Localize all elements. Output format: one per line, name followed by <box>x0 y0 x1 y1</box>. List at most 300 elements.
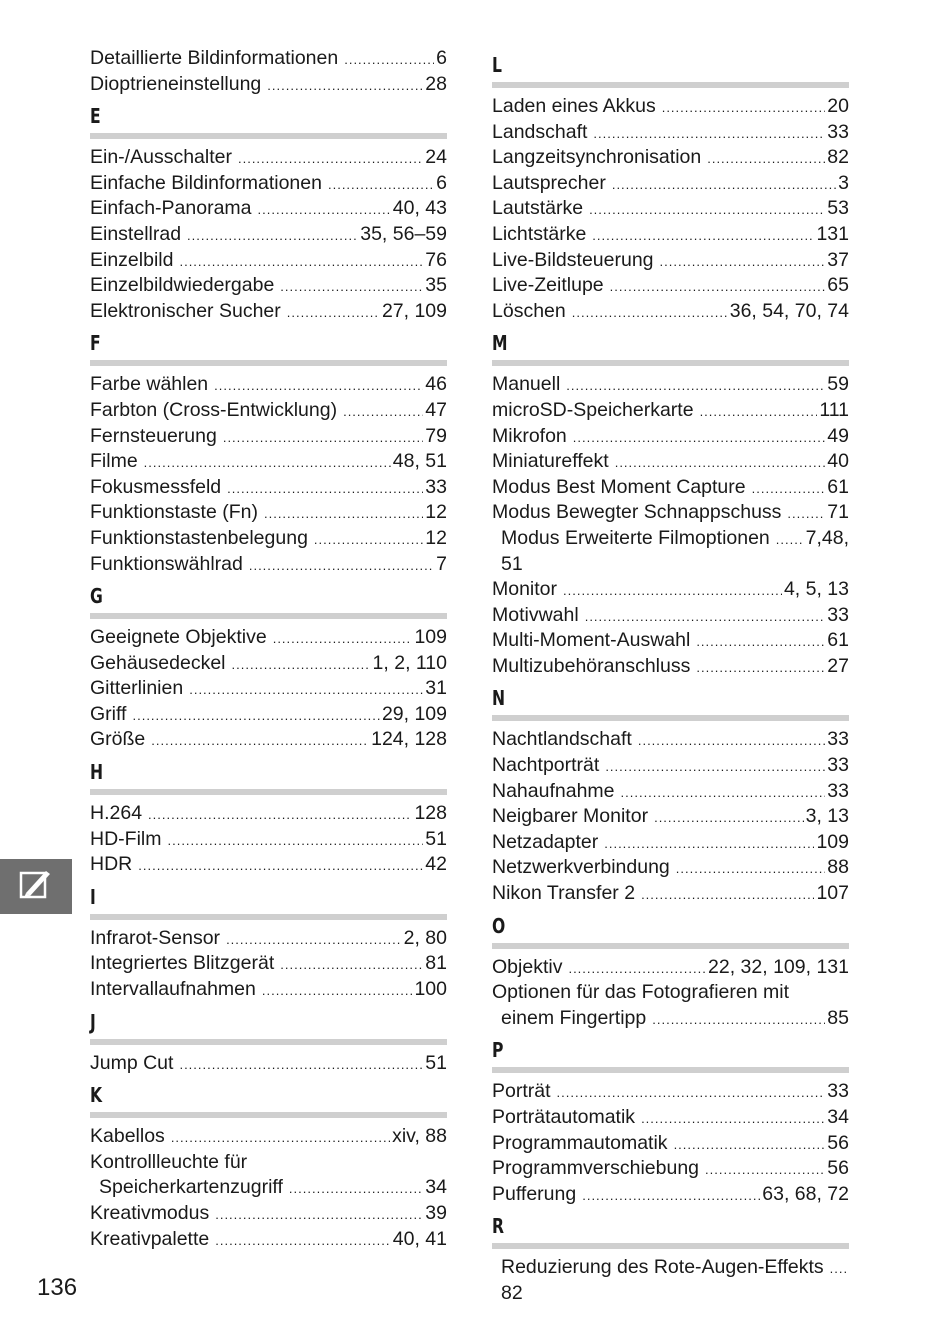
dot-leader <box>249 559 434 572</box>
index-term: Netzwerkverbindung <box>492 856 670 879</box>
dot-leader <box>223 431 423 444</box>
index-pages: 12 <box>425 526 447 549</box>
index-entry <box>90 72 447 98</box>
index-pages: 79 <box>425 424 447 447</box>
index-term: Monitor <box>492 578 558 601</box>
dot-leader <box>572 306 728 319</box>
index-pages-continued: 82 <box>501 1281 523 1304</box>
index-pages: 109 <box>414 626 447 649</box>
index-pages: 131 <box>816 222 849 245</box>
index-entry <box>492 603 849 629</box>
index-column-left <box>90 46 447 1252</box>
dot-leader <box>605 760 825 773</box>
index-term: Multi-Moment-Auswahl <box>492 629 691 652</box>
index-entry <box>90 500 447 526</box>
index-pages: 6 <box>436 47 447 69</box>
index-pages: 47 <box>425 398 447 421</box>
index-pages: 37 <box>827 248 849 271</box>
dot-leader <box>641 1112 825 1125</box>
index-entry <box>492 955 849 981</box>
dot-leader <box>592 229 814 242</box>
index-term: Detaillierte Bildinformationen <box>90 47 339 69</box>
index-pages: 82 <box>827 146 849 169</box>
index-section-header <box>90 1082 447 1118</box>
index-section-header <box>492 1213 849 1249</box>
dot-leader <box>227 482 423 495</box>
index-pages: 56 <box>827 1157 849 1180</box>
page-number: 136 <box>37 1274 78 1301</box>
index-pages: 100 <box>414 978 447 1001</box>
index-pages: 107 <box>816 882 849 905</box>
index-column-right <box>492 46 849 1307</box>
index-term: Netzadapter <box>492 830 599 853</box>
index-pages: 81 <box>425 952 447 975</box>
dot-leader <box>273 632 413 645</box>
index-entry <box>492 855 849 881</box>
index-section-header <box>492 330 849 366</box>
dot-leader <box>280 280 423 293</box>
dot-leader <box>700 405 818 418</box>
index-pages: 51 <box>425 827 447 850</box>
index-section-header <box>492 52 849 88</box>
index-term: Einfach-Panorama <box>90 197 252 220</box>
index-pages: 63, 68, 72 <box>762 1182 849 1205</box>
dot-leader <box>314 533 423 546</box>
index-pages: 6 <box>436 171 447 194</box>
index-pages: 33 <box>827 779 849 802</box>
index-section-header <box>492 685 849 721</box>
index-term: Einfache Bildinformationen <box>90 171 322 194</box>
index-pages: 51 <box>425 1051 447 1074</box>
index-entry <box>90 398 447 424</box>
index-pages: 40 <box>827 450 849 473</box>
dot-leader <box>264 507 423 520</box>
index-pages: 39 <box>425 1202 447 1224</box>
index-entry <box>492 727 849 753</box>
index-entry <box>492 779 849 805</box>
index-entry <box>90 552 447 578</box>
dot-leader <box>289 1182 423 1195</box>
index-term: Infrarot-Sensor <box>90 926 221 949</box>
dot-leader <box>705 1163 825 1176</box>
index-entry <box>492 500 849 526</box>
index-term: Pufferung <box>492 1182 577 1205</box>
dot-leader <box>752 482 826 495</box>
dot-leader <box>604 837 814 850</box>
index-entry <box>492 196 849 222</box>
index-section-header <box>492 913 849 949</box>
section-divider <box>492 1067 849 1073</box>
dot-leader <box>660 255 826 268</box>
index-entry <box>90 372 447 398</box>
index-term: Porträtautomatik <box>492 1106 636 1128</box>
index-pages: 12 <box>425 501 447 524</box>
index-term: HD-Film <box>90 827 162 850</box>
section-divider <box>492 1243 849 1249</box>
index-pages: 33 <box>827 728 849 751</box>
index-term: Miniatureffekt <box>492 450 609 473</box>
index-entry-multiline <box>492 980 849 1031</box>
index-entry <box>90 625 447 651</box>
index-pages: 27 <box>827 654 849 677</box>
index-entry <box>90 1051 447 1077</box>
dot-leader <box>566 379 825 392</box>
index-term: Kabellos <box>90 1125 165 1148</box>
index-entry <box>492 1105 849 1131</box>
index-section-header <box>90 583 447 619</box>
index-term: Funktionswählrad <box>90 552 243 575</box>
index-entry-wrapped <box>492 526 849 577</box>
index-pages: 1, 2, 110 <box>372 651 447 674</box>
dot-leader <box>215 1234 391 1247</box>
index-entry <box>90 526 447 552</box>
dot-leader <box>238 152 423 165</box>
dot-leader <box>585 610 826 623</box>
dot-leader <box>563 584 782 597</box>
index-term: Dioptrieneinstellung <box>90 72 262 95</box>
index-term: Funktionstaste (Fn) <box>90 501 258 524</box>
index-pages: 2, 80 <box>403 926 447 949</box>
index-entry <box>492 1255 849 1281</box>
index-pages: 59 <box>827 373 849 396</box>
section-divider <box>90 914 447 920</box>
index-pages: 109 <box>816 830 849 853</box>
index-pages: 33 <box>827 120 849 143</box>
index-entry <box>492 654 849 680</box>
index-pages: 40, 41 <box>392 1227 447 1250</box>
index-pages: 27, 109 <box>381 299 447 322</box>
dot-leader <box>226 933 402 946</box>
index-entry <box>90 196 447 222</box>
dot-leader <box>638 734 825 747</box>
dot-leader <box>214 379 423 392</box>
dot-leader <box>676 862 826 875</box>
index-entry <box>90 475 447 501</box>
index-entry <box>90 827 447 853</box>
index-pages: 128 <box>414 802 447 825</box>
dot-leader <box>610 280 826 293</box>
index-pages: 36, 54, 70, 74 <box>729 299 849 322</box>
index-pages: 33 <box>827 603 849 626</box>
index-pages: 33 <box>425 475 447 498</box>
index-entry <box>492 881 849 907</box>
dot-leader <box>187 229 358 242</box>
section-letter: K <box>90 1083 103 1108</box>
index-entry <box>492 804 849 830</box>
index-entry <box>492 120 849 146</box>
dot-leader <box>776 533 804 546</box>
index-pages: 29, 109 <box>381 702 447 725</box>
index-pages: 61 <box>827 475 849 498</box>
dot-leader <box>621 786 826 799</box>
index-term: Lichtstärke <box>492 222 587 245</box>
index-entry-multiline <box>90 1150 447 1201</box>
section-divider <box>90 1039 447 1045</box>
dot-leader <box>654 811 804 824</box>
dot-leader <box>615 456 826 469</box>
index-term: Nachtlandschaft <box>492 728 632 751</box>
index-entry <box>492 577 849 603</box>
index-entry <box>90 273 447 299</box>
index-term: Farbton (Cross-Entwicklung) <box>90 398 338 421</box>
index-section-header <box>492 1037 849 1073</box>
index-pages: 65 <box>827 274 849 297</box>
index-term: Modus Best Moment Capture <box>492 475 746 498</box>
index-entry <box>492 830 849 856</box>
index-term: HDR <box>90 853 133 876</box>
index-entry <box>492 171 849 197</box>
index-entry <box>90 299 447 325</box>
dot-leader <box>830 1262 847 1275</box>
index-term: Programmautomatik <box>492 1131 668 1154</box>
index-pages: 124, 128 <box>371 728 447 751</box>
dot-leader <box>696 661 825 674</box>
index-term: Nachtporträt <box>492 754 600 777</box>
index-entry <box>492 222 849 248</box>
index-pages: 46 <box>425 373 447 396</box>
index-term: Kreativmodus <box>90 1202 210 1224</box>
index-entry <box>492 248 849 274</box>
index-pages: 22, 32, 109, 131 <box>708 955 849 978</box>
index-pages: 76 <box>425 248 447 271</box>
dot-leader <box>167 834 423 847</box>
index-term: Kreativpalette <box>90 1227 210 1250</box>
dot-leader <box>787 507 825 520</box>
index-entry <box>492 628 849 654</box>
index-term: Griff <box>90 702 127 725</box>
section-divider <box>90 1112 447 1118</box>
index-entry <box>492 145 849 171</box>
index-section-header <box>90 330 447 366</box>
dot-leader <box>171 1131 390 1144</box>
section-divider <box>492 943 849 949</box>
dot-leader <box>641 888 814 901</box>
index-term: Farbe wählen <box>90 373 209 396</box>
index-pages: xiv, 88 <box>392 1125 447 1148</box>
index-pages: 31 <box>425 677 447 700</box>
index-term: Programmverschiebung <box>492 1157 700 1180</box>
index-term: einem Fingertipp <box>501 1006 647 1029</box>
index-term: Gehäusedeckel <box>90 651 226 674</box>
index-pages: 20 <box>827 95 849 117</box>
dot-leader <box>258 203 391 216</box>
index-term: Elektronischer Sucher <box>90 299 281 322</box>
index-term: Fokusmessfeld <box>90 475 222 498</box>
section-letter: M <box>492 331 508 356</box>
index-entry <box>90 1124 447 1150</box>
dot-leader <box>148 808 412 821</box>
section-letter: J <box>90 1009 96 1034</box>
index-term: Einzelbildwiedergabe <box>90 274 275 297</box>
dot-leader <box>280 958 423 971</box>
index-term: Reduzierung des Rote-Augen-Effekts <box>501 1256 824 1279</box>
dot-leader <box>612 178 836 191</box>
index-pages: 61 <box>827 629 849 652</box>
index-pages: 34 <box>425 1176 447 1199</box>
dot-leader <box>589 203 825 216</box>
dot-leader <box>344 53 434 66</box>
index-entry <box>492 299 849 325</box>
section-letter: G <box>90 584 103 609</box>
index-term: Landschaft <box>492 120 588 143</box>
index-term: Jump Cut <box>90 1051 174 1074</box>
dot-leader <box>189 683 423 696</box>
index-pages: 56 <box>827 1131 849 1154</box>
index-entry <box>90 1227 447 1253</box>
index-term: Langzeitsynchronisation <box>492 146 702 169</box>
chapter-tab <box>0 859 72 914</box>
index-entry-wrapped <box>492 1255 849 1306</box>
dot-leader <box>151 734 369 747</box>
dot-leader <box>267 79 423 92</box>
index-section-header <box>90 1009 447 1045</box>
section-letter: N <box>492 686 506 711</box>
section-divider <box>90 613 447 619</box>
index-entry <box>90 449 447 475</box>
index-entry <box>492 1079 849 1105</box>
index-term: Live-Zeitlupe <box>492 274 604 297</box>
index-term: Intervallaufnahmen <box>90 978 256 1001</box>
section-divider <box>492 715 849 721</box>
index-term: Modus Erweiterte Filmoptionen <box>501 526 770 549</box>
pen-notebook-icon <box>18 868 54 905</box>
index-pages: 28 <box>425 72 447 95</box>
dot-leader <box>262 984 413 997</box>
index-section-header <box>90 759 447 795</box>
index-entry <box>90 702 447 728</box>
dot-leader <box>328 178 434 191</box>
index-entry <box>492 398 849 424</box>
index-pages: 42 <box>425 853 447 876</box>
dot-leader <box>674 1138 826 1151</box>
index-term: Live-Bildsteuerung <box>492 248 654 271</box>
index-entry <box>90 676 447 702</box>
index-entry <box>492 1131 849 1157</box>
dot-leader <box>287 306 380 319</box>
index-pages: 33 <box>827 754 849 777</box>
index-term: Nikon Transfer 2 <box>492 882 636 905</box>
index-entry <box>492 526 849 552</box>
index-entry <box>90 248 447 274</box>
index-term: Mikrofon <box>492 424 567 447</box>
index-term: Kontrollleuchte für <box>90 1150 248 1173</box>
index-entry <box>492 1182 849 1208</box>
index-entry <box>90 977 447 1003</box>
dot-leader <box>557 1086 826 1099</box>
section-letter: R <box>492 1214 505 1239</box>
index-term: Gitterlinien <box>90 677 184 700</box>
index-pages: 49 <box>827 424 849 447</box>
index-pages-continued: 51 <box>501 552 523 575</box>
index-term: Einzelbild <box>90 248 174 271</box>
index-term: microSD-Speicherkarte <box>492 398 694 421</box>
index-entry <box>492 475 849 501</box>
index-pages: 111 <box>819 398 849 421</box>
index-section-header <box>90 884 447 920</box>
index-entry <box>492 1006 849 1032</box>
index-term: Motivwahl <box>492 603 579 626</box>
index-entry <box>492 372 849 398</box>
index-pages: 35 <box>425 274 447 297</box>
index-term: Integriertes Blitzgerät <box>90 952 275 975</box>
dot-leader <box>138 859 423 872</box>
index-pages: 3, 13 <box>805 805 849 828</box>
index-term: Manuell <box>492 373 561 396</box>
index-pages: 35, 56–59 <box>360 222 447 245</box>
index-term: Filme <box>90 450 138 473</box>
dot-leader <box>662 101 826 114</box>
dot-leader <box>132 709 379 722</box>
index-term: Porträt <box>492 1080 551 1103</box>
index-entry <box>492 449 849 475</box>
index-pages: 34 <box>827 1106 849 1128</box>
section-letter: P <box>492 1038 504 1063</box>
index-term: Löschen <box>492 299 566 322</box>
dot-leader <box>179 255 423 268</box>
index-pages: 3 <box>838 171 849 194</box>
index-term: Laden eines Akkus <box>492 95 656 117</box>
index-entry <box>492 424 849 450</box>
index-pages: 40, 43 <box>392 197 447 220</box>
index-term: Optionen für das Fotografieren mit <box>492 981 789 1004</box>
index-entry <box>90 46 447 72</box>
dot-leader <box>593 127 825 140</box>
dot-leader <box>232 658 371 671</box>
index-entry <box>90 852 447 878</box>
index-term: H.264 <box>90 802 143 825</box>
index-entry <box>492 94 849 120</box>
index-term: Geeignete Objektive <box>90 626 267 649</box>
index-term: Größe <box>90 728 146 751</box>
section-letter: F <box>90 331 101 356</box>
index-entry <box>90 145 447 171</box>
index-term: Nahaufnahme <box>492 779 615 802</box>
index-pages: 85 <box>827 1006 849 1029</box>
dot-leader <box>568 962 706 975</box>
index-entry <box>90 951 447 977</box>
section-letter: E <box>90 104 101 129</box>
index-term: Objektiv <box>492 955 563 978</box>
index-pages: 7,48, <box>805 526 849 549</box>
index-term: Neigbarer Monitor <box>492 805 649 828</box>
dot-leader <box>707 152 825 165</box>
index-entry <box>90 1201 447 1227</box>
index-entry <box>90 171 447 197</box>
index-entry <box>492 273 849 299</box>
index-pages: 88 <box>827 856 849 879</box>
index-term: Einstellrad <box>90 222 182 245</box>
index-entry <box>90 926 447 952</box>
index-term: Funktionstastenbelegung <box>90 526 308 549</box>
index-pages: 24 <box>425 146 447 169</box>
index-entry <box>90 727 447 753</box>
section-divider <box>90 133 447 139</box>
index-term: Lautstärke <box>492 197 584 220</box>
index-term: Speicherkartenzugriff <box>99 1176 283 1199</box>
section-letter: H <box>90 760 104 785</box>
section-letter: I <box>90 884 96 909</box>
dot-leader <box>696 635 825 648</box>
index-pages: 71 <box>827 501 849 524</box>
dot-leader <box>144 456 391 469</box>
index-entry <box>90 424 447 450</box>
index-pages: 53 <box>827 197 849 220</box>
index-entry <box>90 651 447 677</box>
index-term: Modus Bewegter Schnappschuss <box>492 501 782 524</box>
index-pages: 4, 5, 13 <box>783 578 849 601</box>
dot-leader <box>573 431 826 444</box>
section-divider <box>90 789 447 795</box>
